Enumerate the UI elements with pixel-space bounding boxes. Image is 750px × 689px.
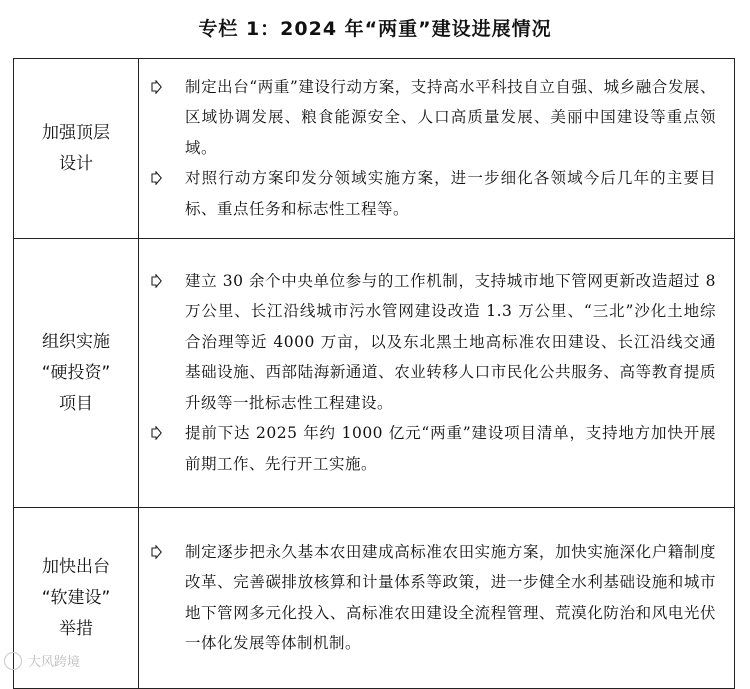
- hollow-arrow-icon: [151, 537, 173, 659]
- bullet-text: 制定逐步把永久基本农田建成高标准农田实施方案，加快实施深化户籍制度改革、完善碳排放核算和计量体系等政策，进一步健全水利基础设施和城市地下管网多元化投入、高标准农田建设全流程管理、荒漠化防治和风电光伏一体化发展等体制机制。: [185, 542, 716, 652]
- hollow-arrow-icon: [151, 418, 173, 479]
- row-label-line: “硬投资”: [41, 362, 111, 383]
- watermark: [4, 651, 80, 670]
- bullet-text: 建立 30 余个中央单位参与的工作机制，支持城市地下管网更新改造超过 8 万公里、长江沿线城市污水管网建设改造 1.3 万公里、“三北”沙化土地综合治理等近 4000 万亩，以及东北黑土地高标准农田建设、长江沿线交通基础设施、西部陆海新通道、农业转移人口市民化公共服务、高等教育提质升级等一批标志性工程建设。: [185, 271, 716, 412]
- hollow-arrow-icon: [151, 72, 173, 164]
- circle-logo-icon: [4, 652, 22, 670]
- row-label: [14, 239, 139, 508]
- table-row: [14, 59, 735, 239]
- hollow-arrow-icon: [151, 163, 173, 224]
- bullet-item: [151, 418, 716, 479]
- bullet-text: 提前下达 2025 年约 1000 亿元“两重”建设项目清单，支持地方加快开展前期工作、先行开工实施。: [185, 424, 716, 473]
- row-content: [139, 508, 735, 689]
- bullet-item: [151, 537, 716, 659]
- row-label: [14, 59, 139, 239]
- watermark-text: 大风跨境: [28, 655, 81, 670]
- row-label-line: 组织实施: [42, 331, 110, 352]
- info-table: [13, 58, 735, 689]
- row-content: [139, 239, 735, 508]
- row-label-line: 加强顶层: [42, 122, 110, 143]
- table-row: [14, 508, 735, 689]
- hollow-arrow-icon: [151, 266, 173, 419]
- row-label-line: “软建设”: [41, 587, 111, 608]
- bullet-text: 对照行动方案印发分领域实施方案，进一步细化各领域今后几年的主要目标、重点任务和标志性工程等。: [185, 169, 716, 218]
- bullet-item: [151, 163, 716, 224]
- bullet-text: 制定出台“两重”建设行动方案，支持高水平科技自立自强、城乡融合发展、区域协调发展、粮食能源安全、人口高质量发展、美丽中国建设等重点领域。: [185, 77, 716, 157]
- row-label-line: 设计: [59, 153, 93, 174]
- table-row: [14, 239, 735, 508]
- bullet-item: [151, 72, 716, 164]
- row-label-line: 项目: [59, 393, 93, 414]
- bullet-item: [151, 266, 716, 419]
- row-content: [139, 59, 735, 239]
- page-title: 专栏 1：2024 年“两重”建设进展情况: [198, 18, 552, 40]
- row-label-line: 举措: [59, 618, 93, 639]
- row-label-line: 加快出台: [42, 556, 110, 577]
